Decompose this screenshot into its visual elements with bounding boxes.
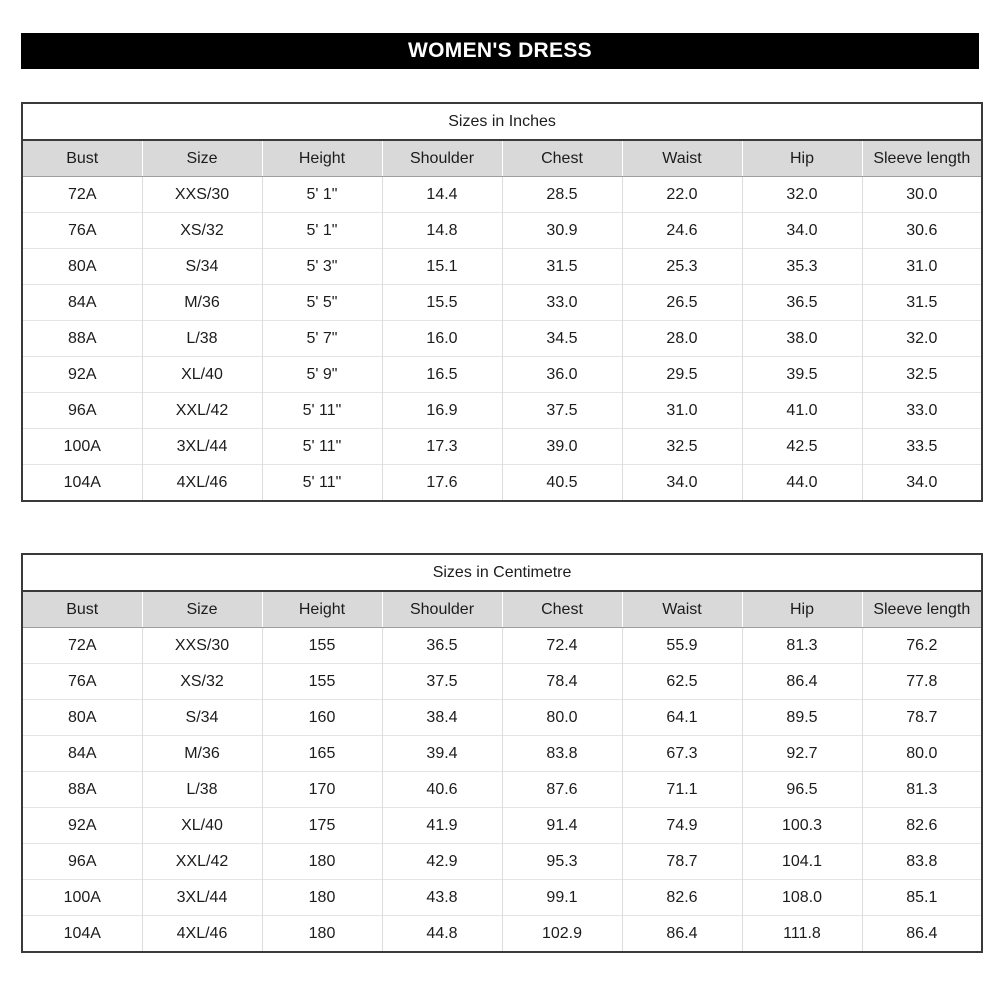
table-cell: 78.7 — [862, 700, 982, 736]
table-cell: 104.1 — [742, 844, 862, 880]
table-cell: 91.4 — [502, 808, 622, 844]
table-cell: 5' 11" — [262, 465, 382, 502]
tables-container — [21, 102, 981, 953]
table-cell: 76A — [22, 664, 142, 700]
table-row — [22, 772, 982, 808]
table-cell: 41.0 — [742, 393, 862, 429]
table-cell: 86.4 — [622, 916, 742, 953]
table-cell: 96A — [22, 393, 142, 429]
column-header: Hip — [742, 140, 862, 177]
table-cell: 36.5 — [742, 285, 862, 321]
table-cell: 5' 3" — [262, 249, 382, 285]
table-cell: 92.7 — [742, 736, 862, 772]
table-row — [22, 393, 982, 429]
table-cell: 5' 5" — [262, 285, 382, 321]
table-cell: M/36 — [142, 285, 262, 321]
table-row — [22, 916, 982, 953]
table-cell: 30.0 — [862, 177, 982, 213]
table-cell: 180 — [262, 844, 382, 880]
table-cell: 30.6 — [862, 213, 982, 249]
table-cell: 62.5 — [622, 664, 742, 700]
table-cell: 16.9 — [382, 393, 502, 429]
table-cell: 17.3 — [382, 429, 502, 465]
table-cell: 14.8 — [382, 213, 502, 249]
table-header-row — [22, 591, 982, 628]
table-cell: 155 — [262, 628, 382, 664]
table-cell: 71.1 — [622, 772, 742, 808]
table-row — [22, 429, 982, 465]
column-header: Height — [262, 140, 382, 177]
table-cell: 170 — [262, 772, 382, 808]
table-cell: 92A — [22, 357, 142, 393]
table-cell: 88A — [22, 772, 142, 808]
column-header: Hip — [742, 591, 862, 628]
table-cell: 33.0 — [862, 393, 982, 429]
table-cell: 165 — [262, 736, 382, 772]
table-cell: 32.0 — [742, 177, 862, 213]
table-cell: 5' 1" — [262, 213, 382, 249]
table-cell: XS/32 — [142, 213, 262, 249]
table-cell: 83.8 — [502, 736, 622, 772]
table-cell: L/38 — [142, 772, 262, 808]
table-row — [22, 628, 982, 664]
table-cell: 16.0 — [382, 321, 502, 357]
table-row — [22, 465, 982, 502]
table-cell: 104A — [22, 465, 142, 502]
table-cell: 3XL/44 — [142, 880, 262, 916]
table-cell: 84A — [22, 285, 142, 321]
table-cell: 34.0 — [862, 465, 982, 502]
table-cell: 35.3 — [742, 249, 862, 285]
table-cell: 28.5 — [502, 177, 622, 213]
table-row — [22, 880, 982, 916]
table-cell: 99.1 — [502, 880, 622, 916]
table-cell: 16.5 — [382, 357, 502, 393]
table-cell: 14.4 — [382, 177, 502, 213]
table-cell: 40.5 — [502, 465, 622, 502]
table-cell: 81.3 — [742, 628, 862, 664]
table-cell: 86.4 — [742, 664, 862, 700]
column-header: Height — [262, 591, 382, 628]
table-cell: 5' 1" — [262, 177, 382, 213]
table-cell: 31.5 — [862, 285, 982, 321]
table-cell: 82.6 — [622, 880, 742, 916]
table-cell: 100A — [22, 880, 142, 916]
table-cell: 25.3 — [622, 249, 742, 285]
table-cell: 32.0 — [862, 321, 982, 357]
table-cell: 31.0 — [862, 249, 982, 285]
table-cell: 100A — [22, 429, 142, 465]
column-header: Waist — [622, 140, 742, 177]
table-row — [22, 664, 982, 700]
table-cell: XL/40 — [142, 808, 262, 844]
table-cell: 3XL/44 — [142, 429, 262, 465]
table-cell: 86.4 — [862, 916, 982, 953]
column-header: Size — [142, 591, 262, 628]
table-cell: 85.1 — [862, 880, 982, 916]
column-header: Sleeve length — [862, 140, 982, 177]
table-row — [22, 177, 982, 213]
column-header: Shoulder — [382, 140, 502, 177]
table-title: Sizes in Inches — [22, 103, 982, 140]
table-cell: 108.0 — [742, 880, 862, 916]
table-cell: 36.5 — [382, 628, 502, 664]
table-cell: 67.3 — [622, 736, 742, 772]
table-cell: L/38 — [142, 321, 262, 357]
title-banner — [21, 33, 979, 69]
table-cell: 96.5 — [742, 772, 862, 808]
table-cell: 82.6 — [862, 808, 982, 844]
table-cell: 4XL/46 — [142, 465, 262, 502]
column-header: Bust — [22, 140, 142, 177]
table-cell: S/34 — [142, 700, 262, 736]
table-cell: 34.5 — [502, 321, 622, 357]
table-cell: 32.5 — [862, 357, 982, 393]
table-cell: 39.5 — [742, 357, 862, 393]
table-header-row — [22, 140, 982, 177]
table-cell: 80A — [22, 700, 142, 736]
table-cell: 24.6 — [622, 213, 742, 249]
table-cell: 72.4 — [502, 628, 622, 664]
table-cell: 44.0 — [742, 465, 862, 502]
table-cell: 88A — [22, 321, 142, 357]
table-cell: 34.0 — [622, 465, 742, 502]
table-cell: 87.6 — [502, 772, 622, 808]
table-body — [22, 177, 982, 502]
table-cell: 80.0 — [862, 736, 982, 772]
table-cell: 32.5 — [622, 429, 742, 465]
table-cell: 29.5 — [622, 357, 742, 393]
table-cell: XXL/42 — [142, 844, 262, 880]
table-cell: 76.2 — [862, 628, 982, 664]
table-title: Sizes in Centimetre — [22, 554, 982, 591]
table-cell: 15.5 — [382, 285, 502, 321]
table-cell: 96A — [22, 844, 142, 880]
table-cell: 78.7 — [622, 844, 742, 880]
table-cell: 28.0 — [622, 321, 742, 357]
table-cell: 102.9 — [502, 916, 622, 953]
table-cell: S/34 — [142, 249, 262, 285]
table-cell: 74.9 — [622, 808, 742, 844]
table-cell: 40.6 — [382, 772, 502, 808]
table-row — [22, 285, 982, 321]
column-header: Bust — [22, 591, 142, 628]
table-cell: XXL/42 — [142, 393, 262, 429]
table-title-row — [22, 554, 982, 591]
column-header: Waist — [622, 591, 742, 628]
table-cell: 78.4 — [502, 664, 622, 700]
table-title-row — [22, 103, 982, 140]
table-cell: 5' 9" — [262, 357, 382, 393]
table-cell: 175 — [262, 808, 382, 844]
table-cell: 38.4 — [382, 700, 502, 736]
table-cell: XXS/30 — [142, 177, 262, 213]
table-row — [22, 321, 982, 357]
table-cell: 5' 7" — [262, 321, 382, 357]
table-cell: 111.8 — [742, 916, 862, 953]
table-cell: 37.5 — [382, 664, 502, 700]
table-cell: 77.8 — [862, 664, 982, 700]
size-table — [21, 553, 983, 953]
table-cell: 43.8 — [382, 880, 502, 916]
table-cell: 15.1 — [382, 249, 502, 285]
table-cell: 38.0 — [742, 321, 862, 357]
column-header: Chest — [502, 140, 622, 177]
table-cell: 39.4 — [382, 736, 502, 772]
table-row — [22, 357, 982, 393]
table-cell: 180 — [262, 880, 382, 916]
table-cell: 44.8 — [382, 916, 502, 953]
table-cell: 42.9 — [382, 844, 502, 880]
table-cell: 31.5 — [502, 249, 622, 285]
table-cell: 76A — [22, 213, 142, 249]
table-cell: 31.0 — [622, 393, 742, 429]
table-cell: M/36 — [142, 736, 262, 772]
table-cell: XXS/30 — [142, 628, 262, 664]
table-cell: 84A — [22, 736, 142, 772]
table-cell: 100.3 — [742, 808, 862, 844]
table-cell: 36.0 — [502, 357, 622, 393]
column-header: Shoulder — [382, 591, 502, 628]
table-cell: 22.0 — [622, 177, 742, 213]
table-row — [22, 736, 982, 772]
column-header: Sleeve length — [862, 591, 982, 628]
table-cell: 5' 11" — [262, 393, 382, 429]
table-cell: 33.0 — [502, 285, 622, 321]
table-row — [22, 213, 982, 249]
table-cell: XS/32 — [142, 664, 262, 700]
table-row — [22, 844, 982, 880]
table-row — [22, 808, 982, 844]
table-cell: 33.5 — [862, 429, 982, 465]
table-cell: 89.5 — [742, 700, 862, 736]
table-row — [22, 249, 982, 285]
size-table — [21, 102, 983, 502]
table-cell: 83.8 — [862, 844, 982, 880]
table-cell: 72A — [22, 628, 142, 664]
table-body — [22, 628, 982, 953]
page-title: WOMEN'S DRESS — [408, 39, 592, 62]
table-cell: 5' 11" — [262, 429, 382, 465]
table-cell: 42.5 — [742, 429, 862, 465]
table-cell: 80.0 — [502, 700, 622, 736]
table-cell: 4XL/46 — [142, 916, 262, 953]
column-header: Chest — [502, 591, 622, 628]
table-cell: 34.0 — [742, 213, 862, 249]
table-cell: 26.5 — [622, 285, 742, 321]
table-cell: 160 — [262, 700, 382, 736]
table-cell: 30.9 — [502, 213, 622, 249]
table-row — [22, 700, 982, 736]
table-cell: 81.3 — [862, 772, 982, 808]
table-cell: 41.9 — [382, 808, 502, 844]
table-cell: 37.5 — [502, 393, 622, 429]
table-cell: 55.9 — [622, 628, 742, 664]
table-cell: 180 — [262, 916, 382, 953]
table-cell: 80A — [22, 249, 142, 285]
table-cell: 64.1 — [622, 700, 742, 736]
table-cell: 155 — [262, 664, 382, 700]
table-cell: 104A — [22, 916, 142, 953]
table-cell: XL/40 — [142, 357, 262, 393]
table-cell: 39.0 — [502, 429, 622, 465]
table-cell: 95.3 — [502, 844, 622, 880]
table-cell: 72A — [22, 177, 142, 213]
column-header: Size — [142, 140, 262, 177]
table-cell: 92A — [22, 808, 142, 844]
table-cell: 17.6 — [382, 465, 502, 502]
